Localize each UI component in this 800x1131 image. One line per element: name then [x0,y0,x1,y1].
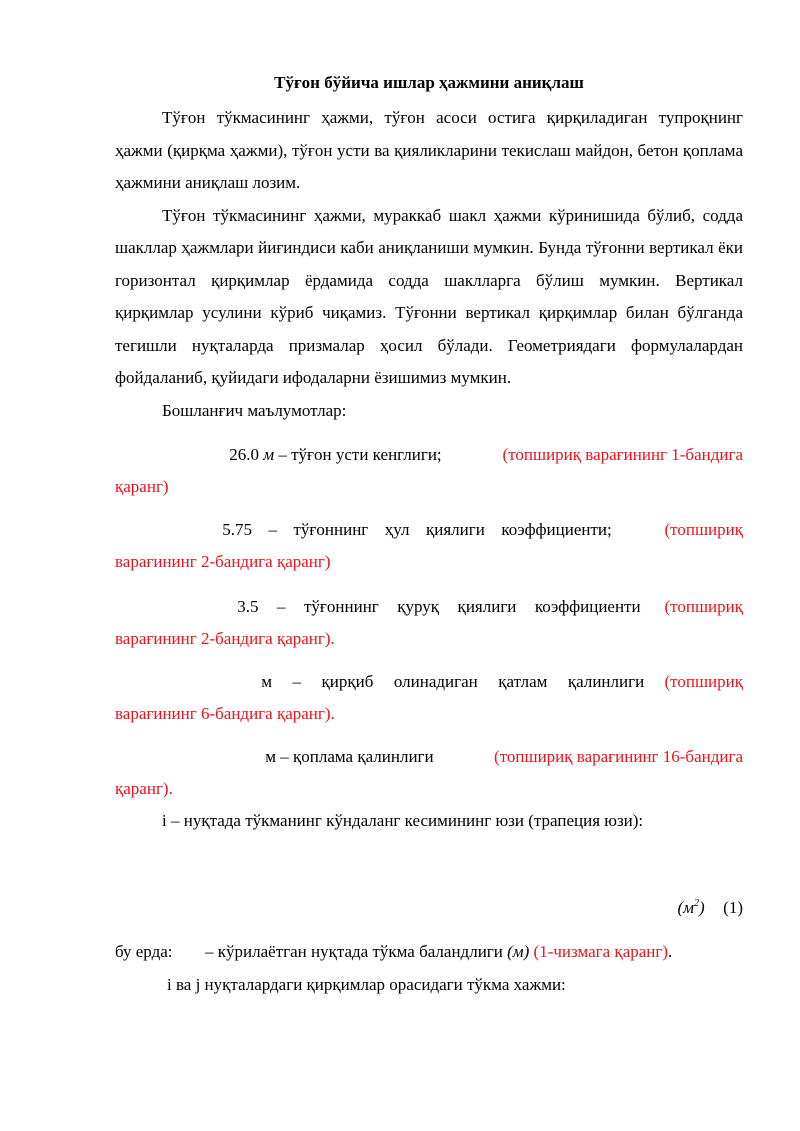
crest-width-text: – тўғон усти кенглиги; [278,444,442,464]
wet-slope-text: 5.75 – тўғоннинг ҳул қиялиги коэффициенти; [222,519,612,539]
lining-text: м – қоплама қалинлиги [265,746,434,766]
crest-width-ref: (топшириқ варағининг 1-бандига [502,444,743,464]
formula-1-exp: 2 [694,897,699,909]
where-ref: (1-чизмага қаранг) [533,941,669,961]
section-area-text: і – нуқтада тўкманинг кўндаланг кесимининг юзи (трапеция юзи): [162,810,644,830]
where-dot: . [668,941,673,961]
data-item-lining-thickness [115,741,743,773]
data-item-dry-slope [115,591,743,623]
where-label: бу ерда: [115,941,173,961]
wet-slope-ref: (топшириқ [664,519,743,539]
lining-ref: (топшириқ варағининг 16-бандига [494,746,743,766]
where-unit: (м) [507,941,530,961]
cut-layer-text: м – қирқиб олинадиган қатлам қалинлиги [261,671,645,691]
crest-width-ref-cont: қаранг) [115,476,169,496]
dry-slope-text: 3.5 – тўғоннинг қуруқ қиялиги коэффициенти [237,596,641,616]
document-page [115,70,743,994]
data-item-dam-crest-width [115,439,743,471]
cut-layer-ref-cont: варағининг 6-бандига қаранг). [115,703,335,723]
volume-text: і ва j нуқталардаги қирқимлар орасидаги тўкма хажми: [167,974,566,994]
lining-ref-cont: қаранг). [115,778,173,798]
paragraph-dam-volume: Тўғон тўкмасининг ҳажми, тўғон асоси остига қирқиладиган тупроқнинг ҳажми (қирқма ҳажми), тўғон усти ва қияликларини текислаш майдон, бетон қоплама ҳажмини аниқлаш лозим. [115,108,743,192]
crest-width-value: 26.0 [229,444,259,464]
wet-slope-ref-cont: варағининг 2-бандига қаранг) [115,551,331,571]
formula-1-unit: м [683,897,694,917]
document-title: Тўғон бўйича ишлар ҳажмини аниқлаш [274,73,584,92]
crest-width-unit: м [263,444,275,464]
initial-data-label: Бошланғич маълумотлар: [162,400,347,420]
where-text: – кўрилаётган нуқтада тўкма баландлиги [205,941,503,961]
where-line [115,936,743,968]
dry-slope-ref-cont: варағининг 2-бандига қаранг). [115,628,335,648]
formula-1-number: (1) [723,897,743,917]
formula-1-label: $(м^2)$ (1) [677,897,743,917]
cut-layer-ref: (топшириқ [664,671,743,691]
data-item-wet-slope [115,514,743,546]
data-item-cut-layer [115,666,743,698]
dry-slope-ref: (топшириқ [664,596,743,616]
paragraph-vertical-sections: Тўғон тўкмасининг ҳажми, мураккаб шакл ҳажми кўринишида бўлиб, содда шакллар ҳажмлари йиғиндиси каби аниқланиши мумкин. Бунда тўғонни вертикал ёки горизонтал қирқимлар ёрдамида содда шаклларга бўлиш мумкин. Вертикал қирқимлар усулини кўриб чиқамиз. Тўғонни вертикал қирқимлар билан бўлганда тегишли нуқталарда призмалар ҳосил бўлади. Геометриядаги формулалардан фойдаланиб, қуйидаги ифодаларни ёзишимиз мумкин. [115,205,743,387]
